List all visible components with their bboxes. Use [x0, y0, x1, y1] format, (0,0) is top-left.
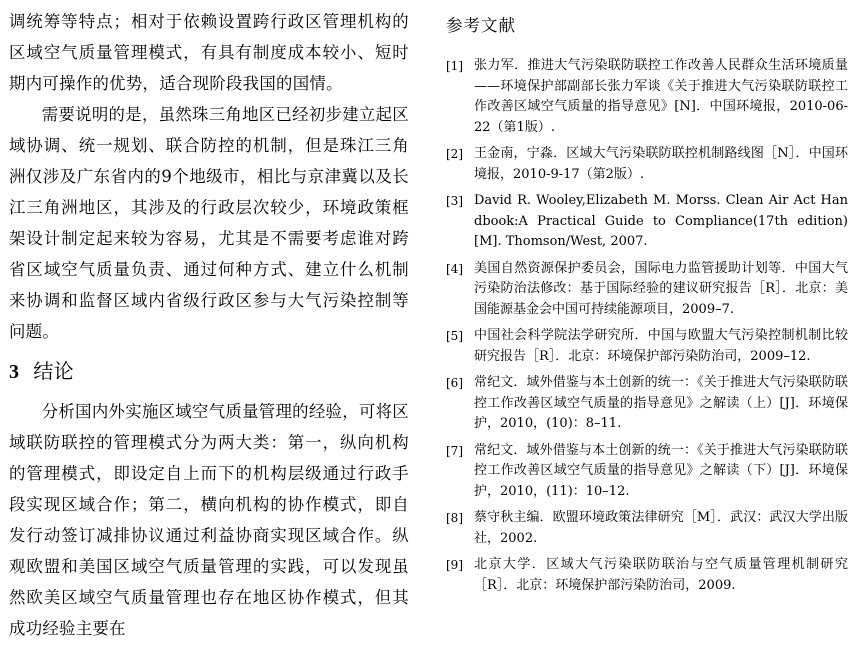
reference-number: [8]	[446, 511, 463, 525]
reference-item	[446, 259, 848, 321]
reference-text: 王金南，宁淼．区域大气污染联防联控机制路线图［N］．中国环境报，2010-9-17（第2版）.	[474, 146, 848, 182]
references-title: 参考文献	[446, 16, 516, 35]
left-column	[9, 6, 409, 644]
reference-item	[446, 555, 848, 596]
reference-number: [5]	[446, 329, 463, 343]
reference-number: [6]	[446, 376, 463, 390]
reference-item	[446, 508, 848, 549]
reference-number: [7]	[446, 443, 463, 458]
reference-item	[446, 144, 848, 185]
reference-text: 常纪文．域外借鉴与本土创新的统一：《关于推进大气污染联防联控工作改善区域空气质量的指导意见》之解读（上）[J]．环境保护，2010，(10)：8–11.	[474, 375, 848, 431]
reference-text: 常纪文．域外借鉴与本土创新的统一：《关于推进大气污染联防联控工作改善区域空气质量的指导意见》之解读（下）[J]．环境保护，2010，(11)：10–12.	[474, 442, 848, 499]
references-section	[446, 14, 848, 602]
section-title: 结论	[33, 359, 74, 383]
reference-item	[446, 56, 848, 138]
reference-number: [9]	[446, 558, 463, 572]
reference-number: [3]	[446, 194, 463, 208]
reference-text: 张力军．推进大气污染联防联控工作改善人民群众生活环境质量——环境保护部副部长张力军谈《关于推进大气污染联防联控工作改善区域空气质量的指导意见》[N]．中国环境报，2010-06-22（第1版）.	[474, 58, 848, 135]
reference-text: 中国社会科学院法学研究所．中国与欧盟大气污染控制机制比较研究报告［R］．北京：环境保护部污染防治司，2009–12.	[474, 328, 848, 364]
reference-item	[446, 326, 848, 367]
section-heading	[9, 353, 409, 390]
reference-text: 美国自然资源保护委员会，国际电力监管援助计划等．中国大气污染防治法修改：基于国际经验的建议研究报告［R］．北京：美国能源基金会中国可持续能源项目，2009–7.	[474, 260, 848, 317]
reference-text: 北京大学．区域大气污染联防联治与空气质量管理机制研究［R］．北京：环境保护部污染防治司，2009.	[474, 557, 848, 593]
body-paragraph: 分析国内外实施区域空气质量管理的经验，可将区域联防联控的管理模式分为两大类：第一，纵向机构的管理模式，即设定自上而下的机构层级通过行政手段实现区域合作；第二，横向机构的协作模式，即自发行动签订减排协议通过利益协商实现区域合作。纵观欧盟和美国区域空气质量管理的实践，可以发现虽然欧美区域空气质量管理也存在地区协作模式，但其成功经验主要在	[9, 402, 409, 638]
reference-number: [2]	[446, 147, 463, 161]
reference-number: [4]	[446, 261, 463, 276]
reference-item	[446, 191, 848, 253]
reference-number: [1]	[446, 59, 463, 73]
reference-text: David R. Wooley,Elizabeth M. Morss. Clean Air Act Handbook:A Practical Guide to Compliance(17th edition) [M]. Thomson/West, 2007.	[474, 193, 848, 249]
body-paragraph: 调统筹等特点；相对于依赖设置跨行政区管理机构的区域空气质量管理模式，有具有制度成本较小、短时期内可操作的优势，适合现阶段我国的国情。	[9, 12, 409, 93]
section-number: 3	[9, 361, 20, 383]
body-paragraph: 需要说明的是，虽然珠三角地区已经初步建立起区域协调、统一规划、联合防控的机制，但是珠江三角洲仅涉及广东省内的9个地级市，相比与京津冀以及长江三角洲地区，其涉及的行政层次较少，环境政策框架设计制定起来较为容易，尤其是不需要考虑谁对跨省区域空气质量负责、通过何种方式、建立什么机制来协调和监督区域内省级行政区参与大气污染控制等问题。	[9, 105, 409, 341]
reference-text: 蔡守秋主编．欧盟环境政策法律研究［M］．武汉：武汉大学出版社，2002.	[474, 510, 848, 546]
reference-item	[446, 441, 848, 503]
reference-item	[446, 373, 848, 435]
